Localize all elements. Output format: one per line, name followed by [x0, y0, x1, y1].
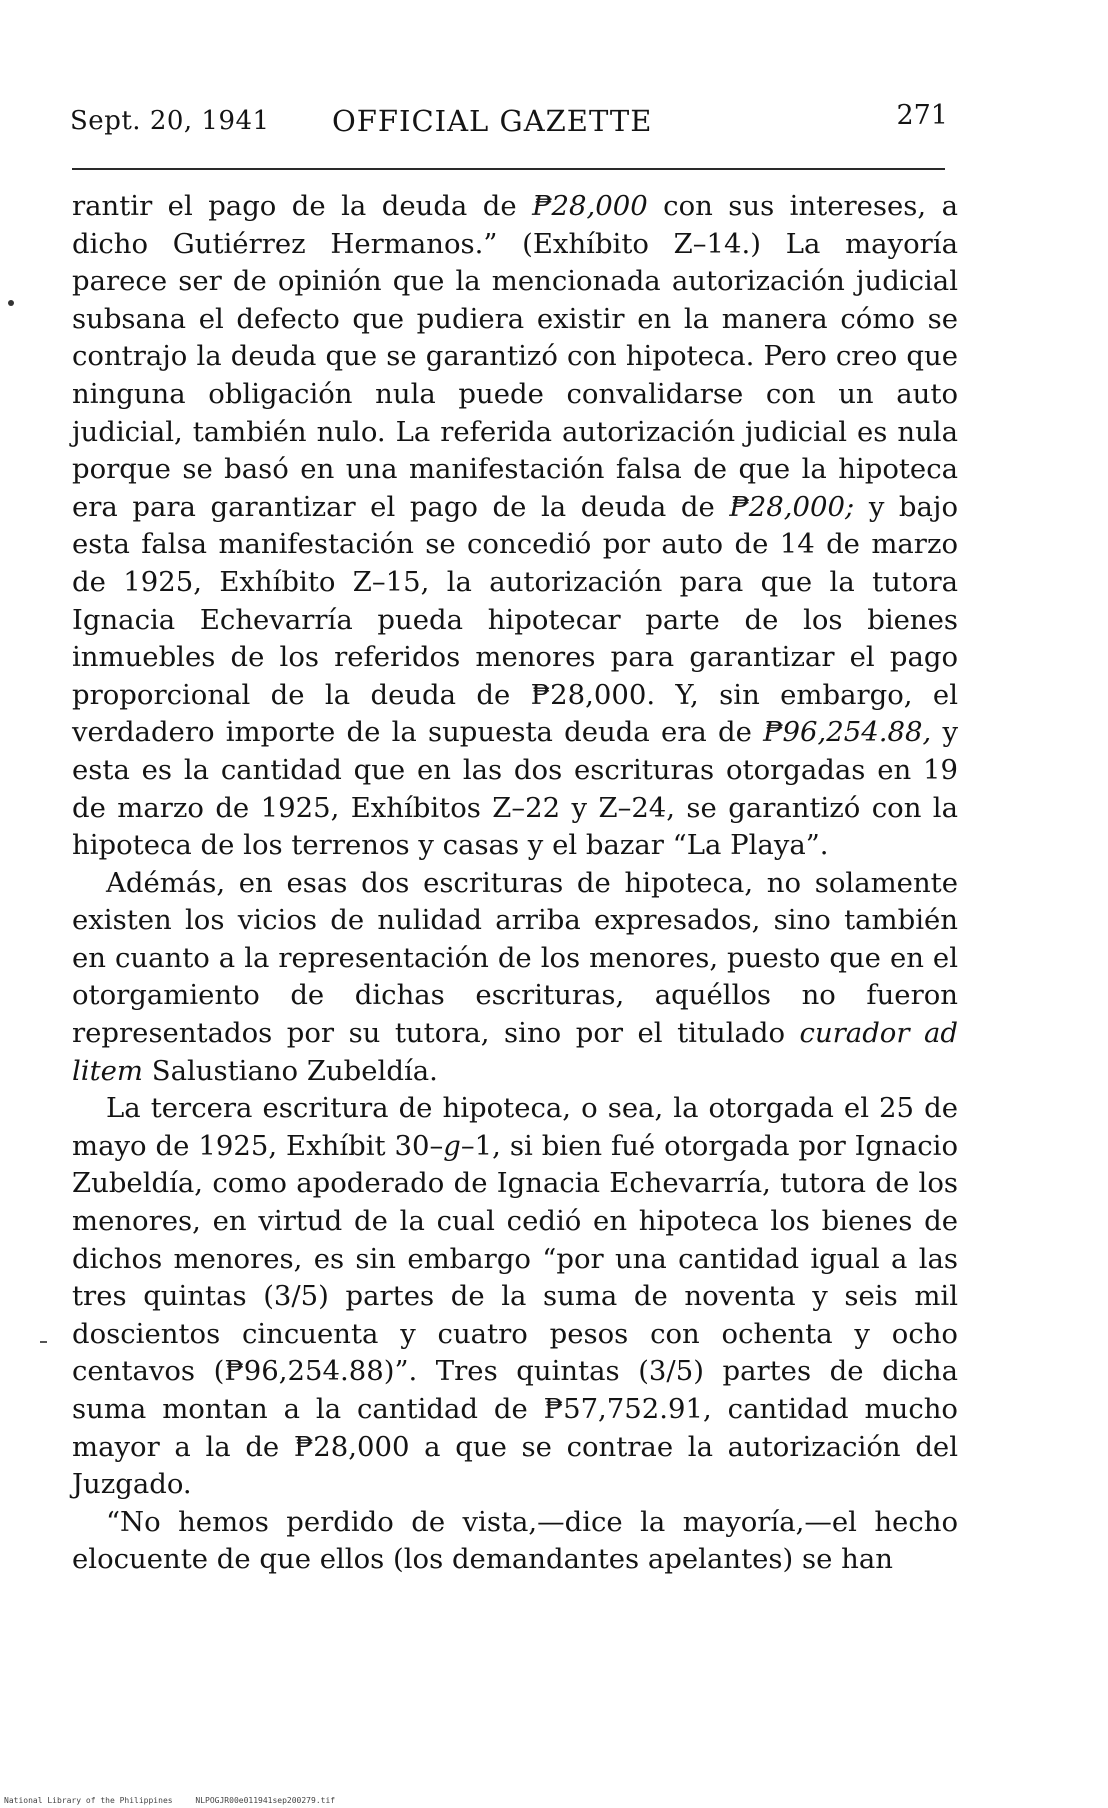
paragraph — [72, 1504, 958, 1579]
margin-mark — [40, 1341, 47, 1343]
text-segment: y esta es la cantidad que en las dos escrituras otorgadas en 19 de marzo de 1925, Exhíbitos Z–22 y Z–24, se garantizó con la hipoteca de los terrenos y casas y el bazar “La Playa”. — [72, 716, 959, 862]
italic-text: ₱28,000; — [729, 490, 855, 523]
header-date: Sept. 20, 1941 — [70, 106, 270, 136]
text-segment: La tercera escritura de hipoteca, o sea, la otorgada el 25 de mayo de 1925, Exhíbit 30– — [72, 1092, 958, 1162]
text-segment: –1, si bien fué otorgada por Ignacio Zubeldía, como apoderado de Ignacia Echevarría, tutora de los menores, en virtud de la cual cedió en hipoteca los bienes de dichos menores, es sin embargo “por una cantidad igual a las tres quintas (3/5) partes de la suma de noventa y seis mil doscientos cincuenta y cuatro pesos con ochenta y ocho centavos (₱96,254.88)”. Tres quintas (3/5) partes de dicha suma montan a la cantidad de ₱57,752.91, cantidad mucho mayor a la de ₱28,000 a que se contrae la autorización del Juzgado. — [72, 1129, 958, 1501]
page-header — [70, 100, 950, 150]
footer-library: National Library of the Philippines — [4, 1796, 173, 1805]
paragraph — [72, 865, 958, 1091]
text-segment: con sus intereses, a dicho Gutiérrez Hermanos.” (Exhíbito Z–14.) La mayoría parece ser de opinión que la mencionada autorización judicial subsana el defecto que pudiera existir en la manera cómo se contrajo la deuda que se garantizó con hipoteca. Pero creo que ninguna obligación nula puede convalidarse con un auto judicial, también nulo. La referida autorización judicial es nula porque se basó en una manifestación falsa de que la hipoteca era para garantizar el pago de la deuda de — [72, 190, 958, 523]
paragraph — [72, 188, 958, 865]
header-title: OFFICIAL GAZETTE — [332, 104, 653, 138]
header-rule — [72, 168, 945, 170]
text-segment: rantir el pago de la deuda de — [72, 190, 533, 222]
body-text — [72, 188, 958, 1579]
margin-mark — [8, 300, 14, 306]
page-number: 271 — [896, 100, 948, 131]
scan-footer — [4, 1796, 353, 1805]
italic-text: ₱28,000 — [532, 190, 648, 222]
italic-text: ₱96,254.88, — [763, 716, 932, 749]
text-segment: Adémás, en esas dos escrituras de hipoteca, no solamente existen los vicios de nulidad arriba expresados, sino también en cuanto a la representación de los menores, puesto que en el otorgamiento de dichas escrituras, aquéllos no fueron representados por su tutora, sino por el titulado — [72, 866, 958, 1050]
paragraph — [72, 1090, 958, 1504]
text-segment: “No hemos perdido de vista,—dice la mayoría,—el hecho elocuente de que ellos (los demandantes apelantes) se han — [72, 1505, 958, 1576]
footer-filename: NLPOGJR00e011941sep200279.tif — [195, 1796, 336, 1805]
italic-text: g — [443, 1129, 461, 1162]
italic-text: curador ad litem — [72, 1017, 959, 1087]
text-segment: Salustiano Zubeldía. — [143, 1054, 438, 1087]
text-segment: y bajo esta falsa manifestación se concedió por auto de 14 de marzo de 1925, Exhíbito Z–15, la autorización para que la tutora Ignacia Echevarría pueda hipotecar parte de los bienes inmuebles de los referidos menores para garantizar el pago proporcional de la deuda de ₱28,000. Y, sin embargo, el verdadero importe de la supuesta deuda era de — [72, 490, 958, 749]
